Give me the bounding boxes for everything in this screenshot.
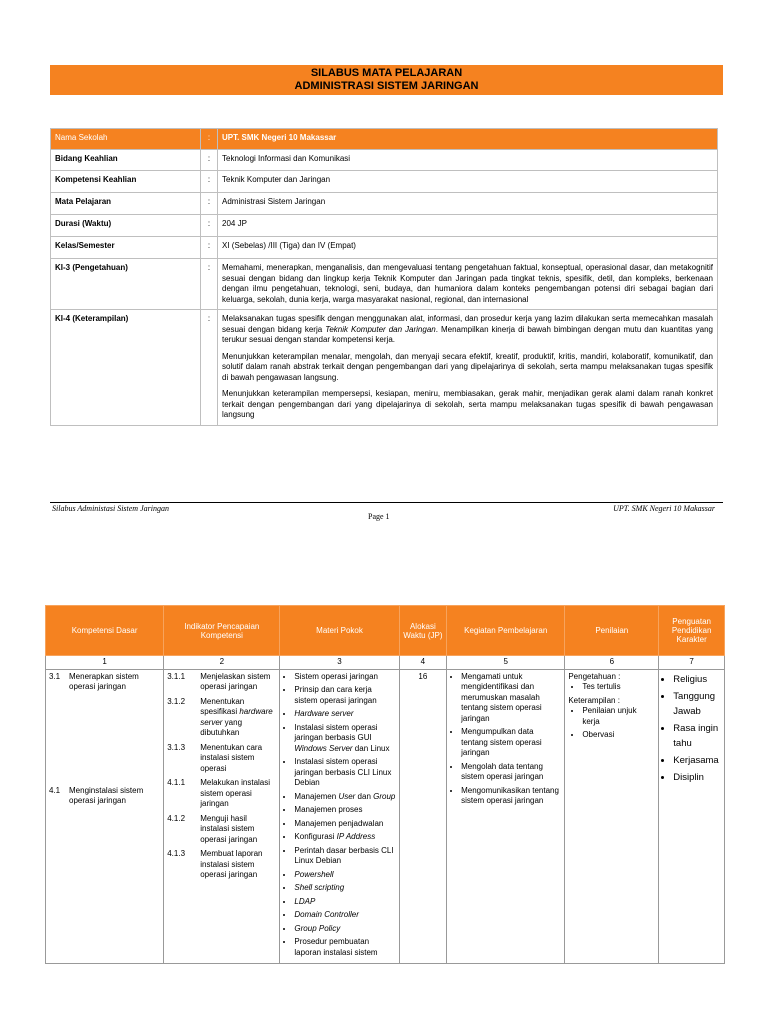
indikator-text: Melakukan instalasi sistem operasi jaringan [200,778,271,808]
indikator-item [167,672,276,693]
info-row-ki3 [51,259,718,310]
info-separator: : [201,193,218,215]
col-number: 3 [280,656,399,670]
info-row [51,171,718,193]
materi-item [294,723,395,755]
info-value: Teknik Komputer dan Jaringan [218,171,718,193]
indikator-number: 4.1.2 [167,813,186,823]
indikator-number: 3.1.2 [167,696,186,706]
karakter-item: • Kerjasama [673,753,721,768]
kegiatan-cell [447,669,565,964]
info-label: Bidang Keahlian [51,150,201,171]
indikator-item [167,814,276,846]
penilaian-item: • Penilaian unjuk kerja [582,706,655,727]
info-separator: : [201,310,218,426]
indikator-text: Menentukan cara instalasi sistem operasi [200,742,263,773]
kegiatan-item: • Mengumpulkan data tentang sistem operasi jaringan [461,727,561,759]
materi-item: • Powershell [294,870,395,881]
indikator-text: Menjelaskan sistem operasi jaringan [200,671,271,691]
karakter-item: • Tanggung Jawab [673,689,721,719]
info-separator: : [201,129,218,150]
page-footer [50,502,723,521]
info-label: Nama Sekolah [51,129,201,150]
indikator-text-italic: hardware server [200,707,273,727]
kegiatan-list [450,672,561,807]
materi-text: Manajemen [294,791,339,801]
indikator-text-part: Menentukan spesifikasi [200,696,245,716]
info-row [51,237,718,259]
info-label: Kelas/Semester [51,237,201,259]
materi-item: • Domain Controller [294,910,395,921]
indikator-text: Membuat laporan instalasi sistem operasi jaringan [200,849,263,879]
materi-text: Instalasi sistem operasi jaringan berbasis GUI [294,722,378,742]
materi-item: • Manajemen proses [294,805,395,816]
ki4-p1-italic: Teknik Komputer dan Jaringan [325,324,436,334]
kegiatan-item: • Mengamati untuk mengidentifikasi dan merumuskan masalah tentang sistem operasi jaringan [461,672,561,725]
info-separator: : [201,171,218,193]
penilaian-keterampilan-label: Keterampilan : [568,695,620,705]
col-number: 4 [399,656,446,670]
materi-list [283,672,395,959]
materi-item: • Perintah dasar berbasis CLI Linux Debian [294,846,395,867]
col-number: 1 [46,656,164,670]
info-value: Administrasi Sistem Jaringan [218,193,718,215]
ki4-paragraph-2: Menunjukkan keterampilan menalar, mengolah, dan menyaji secara efektif, kreatif, produktif, kritis, mandiri, kolaboratif, komunikatif, dan solutif dalam ranah abstrak terkait dengan pengembangan dari yang dipelajarinya di sekolah, serta mampu melaksanakan tugas spesifik di bawah pengawasan langsung. [222,351,713,382]
syllabus-title-bar [50,65,723,95]
info-separator: : [201,259,218,310]
ki4-paragraph-1 [222,314,713,346]
materi-item: • Sistem operasi jaringan [294,672,395,683]
kd-text: Menginstalasi sistem operasi jaringan [69,785,144,805]
info-separator: : [201,215,218,237]
kd-cell [46,669,164,964]
alokasi-cell: 16 [399,669,446,964]
title-line-1: SILABUS MATA PELAJARAN [310,67,463,79]
indikator-item [167,743,276,775]
syllabus-table [45,605,725,964]
indikator-item [167,849,276,881]
indikator-item [167,778,276,810]
indikator-text-part: yang dibutuhkan [200,717,243,737]
ki4-paragraph-3: Menunjukkan keterampilan mempersepsi, kesiapan, meniru, membiasakan, gerak mahir, menjadikan gerak alami dalam ranah konkret terkait dengan pengembangan dari yang dipelajarinya di sekolah, serta mampu melaksanakan tugas spesifik di bawah pengawasan langsung [222,389,713,419]
ki3-text: Memahami, menerapkan, menganalisis, dan mengevaluasi tentang pengetahuan faktual, konseptual, operasional dasar, dan metakognitif sesuai dengan bidang dan lingkup kerja Teknik Komputer dan Jaringan pada tingkat teknis, spesifik, detil, dan kompleks, berkenaan dengan ilmu pengetahuan, teknologi, seni, budaya, dan humaniora dalam konteks pengembangan potensi diri sebagai bagian dari keluarga, sekolah, dunia kerja, warga masyarakat nasional, regional, dan internasional [222,263,713,304]
materi-item: • LDAP [294,897,395,908]
kd-item [49,672,160,693]
materi-text: dan Linux [352,743,390,753]
info-row [51,129,718,150]
indikator-number: 3.1.3 [167,742,186,752]
col-number: 2 [164,656,280,670]
materi-cell [280,669,399,964]
indikator-text: Menguji hasil instalasi sistem operasi jaringan [200,813,258,844]
ki3-value [218,259,718,310]
syllabus-number-row [46,656,725,670]
materi-text-italic: Windows Server [294,743,353,753]
karakter-item: • Religius [673,672,721,687]
kd-number: 4.1 [49,785,61,795]
materi-item: • Prinsip dan cara kerja sistem operasi jaringan [294,685,395,706]
materi-text: Konfigurasi [294,832,337,841]
karakter-item: • Rasa ingin tahu [673,721,721,751]
syllabus-content-row [46,669,725,964]
col-number: 6 [565,656,659,670]
info-label: Durasi (Waktu) [51,215,201,237]
materi-item [294,792,395,803]
info-value: 204 JP [218,215,718,237]
kd-item [49,786,160,807]
indikator-text [200,697,276,739]
info-row-ki4 [51,310,718,426]
info-value: UPT. SMK Negeri 10 Makassar [218,129,718,150]
footer-page-number: Page 1 [368,512,390,521]
info-row [51,193,718,215]
kd-text: Menerapkan sistem operasi jaringan [69,671,139,691]
col-header-materi: Materi Pokok [280,606,399,656]
materi-text: dan [355,791,374,801]
info-table [50,128,718,426]
materi-text-italic: User [338,791,356,801]
penilaian-pengetahuan-label: Pengetahuan : [568,671,621,681]
col-header-indikator: Indikator Pencapaian Kompetensi [164,606,280,656]
ki4-value [218,310,718,426]
info-row [51,215,718,237]
kegiatan-item: • Mengomunikasikan tentang sistem operasi jaringan [461,786,561,807]
indikator-number: 3.1.1 [167,671,186,681]
indikator-cell [164,669,280,964]
col-header-kegiatan: Kegiatan Pembelajaran [447,606,565,656]
info-label: Mata Pelajaran [51,193,201,215]
indikator-number: 4.1.1 [167,778,186,787]
materi-item: • Shell scripting [294,883,395,894]
materi-item: • Hardware server [294,709,395,720]
penilaian-pengetahuan-list [568,682,655,693]
penilaian-item: • Obervasi [582,730,655,741]
materi-item: • Group Policy [294,924,395,935]
col-header-penilaian: Penilaian [565,606,659,656]
penilaian-keterampilan-list [568,706,655,741]
title-line-2: ADMINISTRASI SISTEM JARINGAN [294,80,479,92]
materi-text-italic: Group [373,791,396,801]
col-number: 5 [447,656,565,670]
info-label: KI-3 (Pengetahuan) [51,259,201,310]
footer-right: UPT. SMK Negeri 10 Makassar [613,504,715,513]
penilaian-item: • Tes tertulis [582,682,655,693]
info-label: Kompetensi Keahlian [51,171,201,193]
karakter-list [662,672,721,785]
footer-left: Silabus Administasi Sistem Jaringan [52,504,169,513]
penilaian-cell [565,669,659,964]
col-number: 7 [659,656,725,670]
info-separator: : [201,150,218,171]
ki4-p1-text: Melaksanakan tugas spesifik dengan menggunakan alat, informasi, dan prosedur kerja yang lazim dilakukan serta memecahkan masalah sesuai dengan bidang kerja [222,314,713,334]
col-header-kd: Kompetensi Dasar [46,606,164,656]
info-label: KI-4 (Keterampilan) [51,310,201,426]
col-header-alokasi: Alokasi Waktu (JP) [399,606,446,656]
materi-item: • Manajemen penjadwalan [294,819,395,830]
karakter-item: • Disiplin [673,770,721,785]
ki4-p1-text-end: . Menampilkan kinerja di bawah bimbingan dengan mutu dan kuantitas yang terukur sesuai dengan standar kompetensi kerja. [222,324,713,344]
kegiatan-item: • Mengolah data tentang sistem operasi jaringan [461,762,561,783]
col-header-karakter: Penguatan Pendidikan Karakter [659,606,725,656]
info-row [51,150,718,171]
info-value: XI (Sebelas) /III (Tiga) dan IV (Empat) [218,237,718,259]
karakter-cell [659,669,725,964]
info-value: Teknologi Informasi dan Komunikasi [218,150,718,171]
kd-number: 3.1 [49,671,61,681]
materi-item: • Instalasi sistem operasi jaringan berbasis CLI Linux Debian [294,757,395,789]
syllabus-header-row [46,606,725,656]
indikator-item [167,697,276,739]
materi-item [294,832,395,843]
indikator-number: 4.1.3 [167,849,186,858]
materi-item: • Prosedur pembuatan laporan instalasi sistem [294,937,395,958]
materi-text-italic: IP Address [336,832,376,841]
info-separator: : [201,237,218,259]
